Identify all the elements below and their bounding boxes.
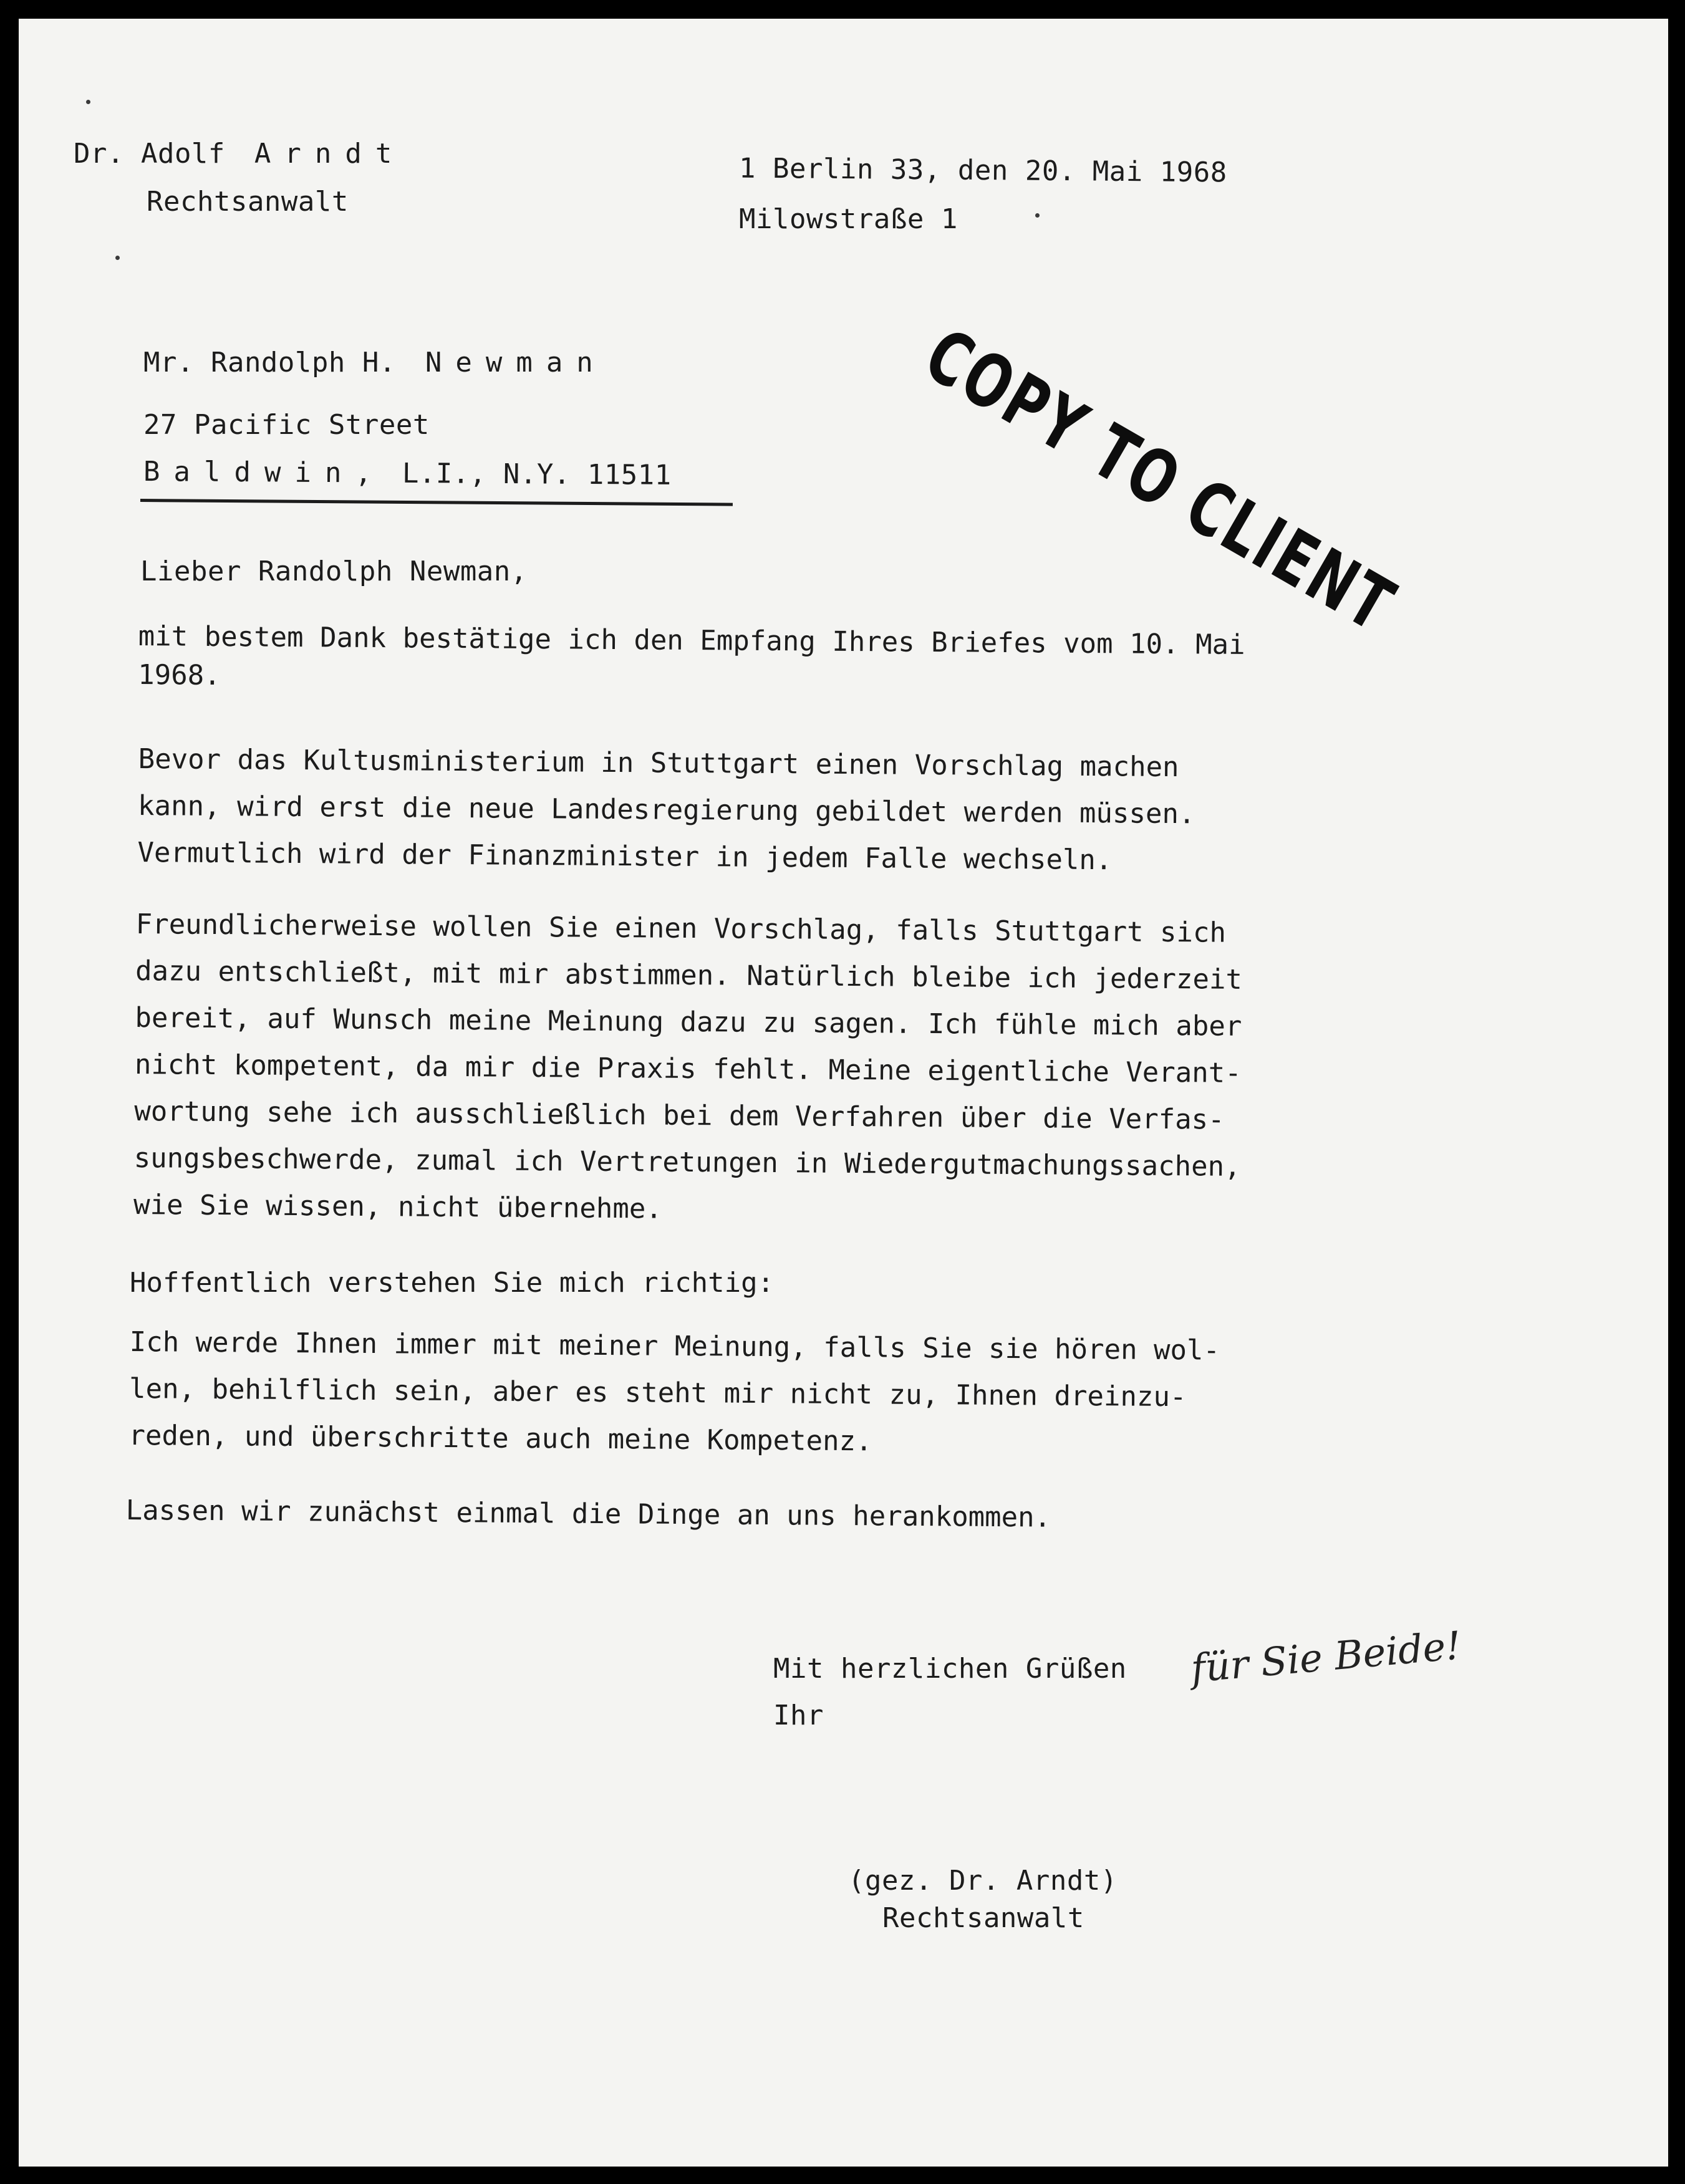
paragraph-line: Hoffentlich verstehen Sie mich richtig: — [130, 1267, 775, 1299]
paragraph-3 — [133, 901, 1446, 1238]
paragraph-6 — [125, 1487, 1436, 1544]
paragraph-line: Ich werde Ihnen immer mit meiner Meinung, falls Sie sie hören wol- — [129, 1325, 1220, 1367]
recipient-name-prefix: Mr. Randolph H. — [143, 347, 396, 378]
recipient-city-rest: L.I., N.Y. 11511 — [402, 457, 672, 491]
paragraph-line: nicht kompetent, da mir die Praxis fehlt. Meine eigentliche Verant- — [134, 1048, 1242, 1089]
paragraph-line: sungsbeschwerde, zumal ich Vertretungen in Wiedergutmachungssachen, — [133, 1142, 1241, 1183]
place-date-line: 1 Berlin 33, den 20. Mai 1968 — [738, 152, 1227, 189]
paper-speck — [115, 256, 120, 260]
recipient-surname: Newman — [425, 347, 607, 378]
paragraph-line: wortung sehe ich ausschließlich bei dem Verfahren über die Verfas- — [134, 1095, 1225, 1136]
paragraph-line: Vermutlich wird der Finanzminister in jedem Falle wechseln. — [137, 836, 1113, 877]
paragraph-line: Bevor das Kultusministerium in Stuttgart einen Vorschlag machen — [138, 743, 1179, 784]
sender-title: Rechtsanwalt — [147, 186, 349, 218]
paragraph-line: Freundlicherweise wollen Sie einen Vorschlag, falls Stuttgart sich — [135, 908, 1227, 949]
copy-to-client-stamp: COPY TO CLIENT — [911, 312, 1410, 650]
paragraph-line: kann, wird erst die neue Landesregierung gebildet werden müssen. — [137, 789, 1195, 830]
paragraph-1 — [138, 617, 1448, 705]
paragraph-line: wie Sie wissen, nicht übernehme. — [133, 1188, 663, 1225]
sender-street: Milowstraße 1 — [739, 203, 958, 235]
signature-name: (gez. Dr. Arndt) — [848, 1865, 1118, 1897]
letter-page — [19, 19, 1668, 2167]
recipient-street: 27 Pacific Street — [143, 409, 430, 441]
paper-speck — [1035, 213, 1040, 218]
handwritten-note: für Sie Beide! — [1189, 1622, 1463, 1691]
salutation: Lieber Randolph Newman, — [140, 556, 528, 587]
paragraph-line: mit bestem Dank bestätige ich den Empfang Ihres Briefes vom 10. Mai — [138, 620, 1245, 661]
paragraph-line: Lassen wir zunächst einmal die Dinge an uns herankommen. — [125, 1494, 1051, 1534]
closing-ihr: Ihr — [773, 1700, 824, 1731]
paragraph-line: reden, und überschritte auch meine Kompetenz. — [128, 1419, 872, 1458]
paragraph-line: 1968. — [138, 658, 221, 692]
paragraph-line: len, behilflich sein, aber es steht mir nicht zu, Ihnen dreinzu- — [128, 1372, 1187, 1413]
recipient-name — [143, 349, 607, 377]
signature-title: Rechtsanwalt — [882, 1902, 1084, 1934]
paragraph-5 — [128, 1319, 1439, 1469]
recipient-city-name: Baldwin, — [143, 456, 386, 489]
paragraph-4 — [130, 1259, 1439, 1306]
paper-speck — [86, 100, 90, 104]
closing-greeting: Mit herzlichen Grüßen — [773, 1653, 1127, 1685]
sender-surname: Arndt — [254, 138, 406, 170]
paragraph-2 — [137, 736, 1448, 886]
sender-name — [74, 140, 405, 168]
paragraph-line: bereit, auf Wunsch meine Meinung dazu zu sagen. Ich fühle mich aber — [135, 1001, 1242, 1042]
sender-name-prefix: Dr. Adolf — [74, 138, 225, 170]
recipient-city — [143, 458, 672, 489]
address-underline — [140, 499, 733, 506]
paragraph-line: dazu entschließt, mit mir abstimmen. Natürlich bleibe ich jederzeit — [135, 955, 1243, 996]
